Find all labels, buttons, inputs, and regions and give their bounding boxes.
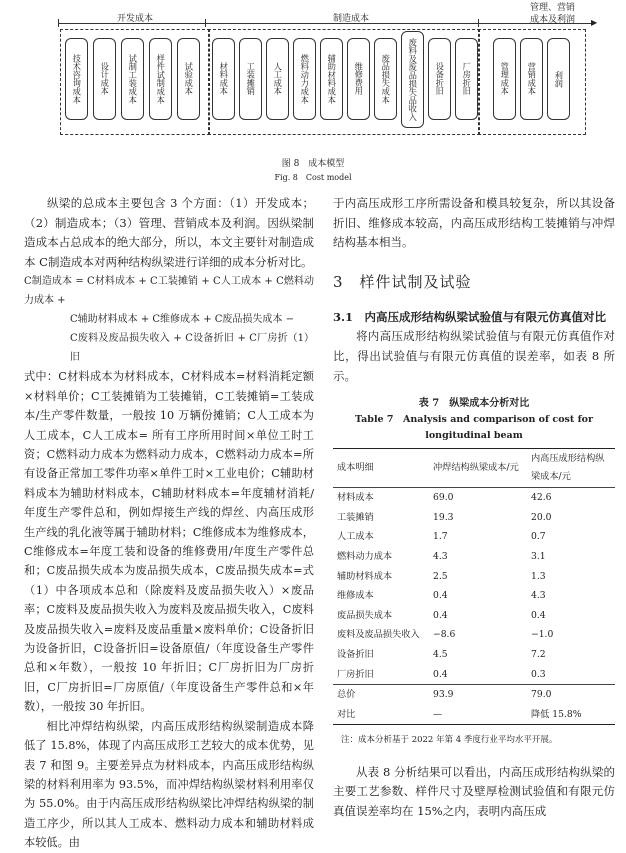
box-tech-consulting: 技术咨询成本 xyxy=(65,38,88,120)
cell-item: 燃料动力成本 xyxy=(337,550,393,562)
equation-number: （1） xyxy=(287,333,314,345)
box-maintenance: 维修费用 xyxy=(347,38,370,120)
cell-item: 废料及废品损失收入 xyxy=(337,629,420,641)
box-scrap-income: 废料及废品损失品收入 xyxy=(401,31,424,128)
cell-stamped: 0.4 xyxy=(433,590,448,602)
col-header-stamped: 冲焊结构纵梁成本/元 xyxy=(433,462,519,474)
table-7-block xyxy=(333,396,615,751)
table-row xyxy=(333,508,615,528)
paragraph-sec-3-1: 将内高压成形结构纵梁试验值与有限元仿真值作对比，得出试验值与有限元仿真值的误差率，如表 8 所示。 xyxy=(333,329,615,383)
cell-stamped: 4.3 xyxy=(433,550,448,562)
cell-hydroformed: 7.2 xyxy=(531,648,546,660)
box-management: 管理成本 xyxy=(493,38,516,120)
cell-item: 材料成本 xyxy=(337,492,374,504)
cell-item: 废品损失成本 xyxy=(337,609,393,621)
table-caption-en-1: Table 7 Analysis and comparison of cost for xyxy=(354,414,594,426)
total-stamped: 93.9 xyxy=(433,689,454,701)
cell-stamped: −8.6 xyxy=(433,629,456,641)
cell-stamped: 2.5 xyxy=(433,570,448,582)
equation-1 xyxy=(24,272,314,367)
cell-item: 工装摊销 xyxy=(337,511,374,523)
cell-stamped: 4.5 xyxy=(433,648,448,660)
cell-stamped: 0.4 xyxy=(433,668,448,680)
figure-caption-cn: 图 8 成本模型 xyxy=(281,159,345,169)
table-header-row xyxy=(333,449,615,488)
box-equip-depr: 设备折旧 xyxy=(428,38,451,120)
box-design: 设计成本 xyxy=(93,38,116,120)
paragraph-total-cost: 纵梁的总成本主要包含 3 个方面：（1）开发成本；（2）制造成本；（3）管理、营销成本及利润。因纵梁制造成本占总成本的绝大部分，所以，本文主要针对制造成本 C制造成本对两种结构纵梁进行详细的成本分析对比。 xyxy=(24,196,314,269)
table-row xyxy=(333,547,615,567)
cell-hydroformed: 1.3 xyxy=(531,570,546,582)
col-header-hydroformed: 内高压成形结构纵梁成本/元 xyxy=(531,453,605,483)
cell-hydroformed: 0.4 xyxy=(531,609,546,621)
cell-hydroformed: 0.7 xyxy=(531,531,546,543)
table-row-total xyxy=(333,685,615,705)
header-mgmt-cost: 管理、营销 成本及利润 xyxy=(530,3,576,25)
paragraph-continued: 于内高压成形工序所需设备和模具较复杂，所以其设备折旧、维修成本较高，内高压成形结构工装摊销与冲焊结构基本相当。 xyxy=(333,196,615,250)
cell-hydroformed: 42.6 xyxy=(531,492,552,504)
left-column xyxy=(24,194,314,853)
table-caption-en-2: longitudinal beam xyxy=(425,430,523,442)
top-axis-line xyxy=(58,23,594,24)
cell-hydroformed: −1.0 xyxy=(531,629,554,641)
equation-line-1: C制造成本 = C材料成本 + C工装摊销 + C人工成本 + C燃料动力成本 + xyxy=(24,276,314,307)
table-row xyxy=(333,586,615,606)
table-row xyxy=(333,606,615,626)
arrow-head-icon: ▶ xyxy=(591,18,598,27)
box-trial-tooling: 试制工装成本 xyxy=(121,38,144,120)
cell-hydroformed: 3.1 xyxy=(531,550,546,562)
cell-stamped: 69.0 xyxy=(433,492,454,504)
cell-hydroformed: 20.0 xyxy=(531,511,552,523)
table-body xyxy=(333,488,615,685)
cell-item: 人工成本 xyxy=(337,531,374,543)
paragraph-definitions: 式中：C材料成本为材料成本，C材料成本=材料消耗定额×材料单价；C工装摊销为工装摊销，C工装摊销=工装成本/生产零件数量，一般按 10 万辆份摊销；C人工成本为人工成本，C人工成本= 所有工序所用时间×单位工时工资；C燃料动力成本为燃料动力成本，C燃料动力成本=所有设备正常加工零件功率×单件工时×工业电价；C辅助材料成本为辅助材料成本，C辅助材料成本=年度辅材消耗/年度生产零件总和，例如焊接生产线的焊丝、内高压成形生产线的乳化液等属于辅助材料；C维修成本为维修成本，C维修成本=年度工装和设备的维修费用/年度生产零件总和；C废品损失成本为废品损失成本，C废品损失成本=式（1）中各项成本总和（除废料及废品损失收入）×废品率；C废料及废品损失收入为废料及废品损失收入，C废料及废品损失收入=废料及废品重量×废料单价；C设备折旧为设备折旧，C设备折旧=设备原值/（年度设备生产零件总和×年数），一般按 10 年折旧；C厂房折旧为厂房折旧，C厂房折旧=厂房原值/（年度设备生产零件总和×年数），一般按 30 年折旧。 xyxy=(24,370,314,714)
table-row-compare xyxy=(333,705,615,725)
paragraph-comparison: 相比冲焊结构纵梁，内高压成形结构纵梁制造成本降低了 15.8%，体现了内高压成形工艺较大的成本优势，见表 7 和图 9。主要差异点为材料成本，内高压成形结构纵梁的材料利用率为 93.5%，而冲焊结构纵梁材料利用率仅为 55.0%。由于内高压成形结构纵梁比冲焊结构纵梁的制造工序少，所以其人工成本、燃料动力成本和辅助材料成本较低。由 xyxy=(24,719,314,850)
table-note: 注：成本分析基于 2022 年第 4 季度行业平均水平开展。 xyxy=(341,735,558,746)
tick xyxy=(58,19,59,27)
box-sample-trial: 样件试制成本 xyxy=(149,38,172,120)
box-test: 试验成本 xyxy=(177,38,200,120)
compare-stamped: — xyxy=(433,708,443,720)
box-plant-depr: 厂房折旧 xyxy=(455,38,478,120)
cell-item: 维修成本 xyxy=(337,590,374,602)
col-header-item: 成本明细 xyxy=(337,462,374,474)
cell-hydroformed: 0.3 xyxy=(531,668,546,680)
table-row xyxy=(333,567,615,587)
cell-stamped: 0.4 xyxy=(433,609,448,621)
right-column xyxy=(333,194,615,822)
cell-stamped: 1.7 xyxy=(433,531,448,543)
box-marketing: 营销成本 xyxy=(520,38,543,120)
box-profit: 利润 xyxy=(547,38,570,120)
table-row xyxy=(333,625,615,645)
section-3-heading: 3 样件试制及试验 xyxy=(333,272,472,291)
equation-line-3: C废料及废品损失收入 + C设备折旧 + C厂房折旧 xyxy=(70,333,288,364)
table-row xyxy=(333,488,615,508)
box-aux-material: 辅助材料成本 xyxy=(320,38,343,120)
equation-line-2: C辅助材料成本 + C维修成本 + C废品损失成本 − xyxy=(70,314,294,326)
cell-item: 厂房折旧 xyxy=(337,668,374,680)
tick xyxy=(478,19,479,27)
table-caption-cn: 表 7 纵梁成本分析对比 xyxy=(418,398,530,410)
table-row xyxy=(333,645,615,665)
cell-hydroformed: 4.3 xyxy=(531,590,546,602)
box-tooling-amort: 工装摊销 xyxy=(239,38,262,120)
total-label: 总价 xyxy=(337,689,356,701)
paragraph-table8-analysis: 从表 8 分析结果可以看出，内高压成形结构纵梁的主要工艺参数、样件尺寸及壁厚检测试验值和有限元仿真值误差率均在 15%之内，表明内高压成 xyxy=(333,764,615,819)
header-dev-cost: 开发成本 xyxy=(117,14,154,24)
section-3-1-heading: 3.1 内高压成形结构纵梁试验值与有限元仿真值对比 xyxy=(333,310,607,325)
figure-caption-en: Fig. 8 Cost model xyxy=(274,173,352,182)
table-row xyxy=(333,665,615,685)
header-mfg-cost: 制造成本 xyxy=(333,14,370,24)
cell-item: 设备折旧 xyxy=(337,648,374,660)
table-row xyxy=(333,527,615,547)
compare-hydroformed: 降低 15.8% xyxy=(531,708,582,720)
equation-line-3-row xyxy=(24,329,314,367)
cost-table xyxy=(333,448,615,725)
tick xyxy=(205,19,206,27)
box-scrap-loss: 废品损失成本 xyxy=(374,38,397,120)
box-fuel-power: 燃料动力成本 xyxy=(293,38,316,120)
box-material: 材料成本 xyxy=(212,38,235,120)
box-labor: 人工成本 xyxy=(266,38,289,120)
cost-model-figure xyxy=(0,0,626,190)
cell-item: 辅助材料成本 xyxy=(337,570,393,582)
cell-stamped: 19.3 xyxy=(433,511,454,523)
total-hydroformed: 79.0 xyxy=(531,689,552,701)
compare-label: 对比 xyxy=(337,708,356,720)
